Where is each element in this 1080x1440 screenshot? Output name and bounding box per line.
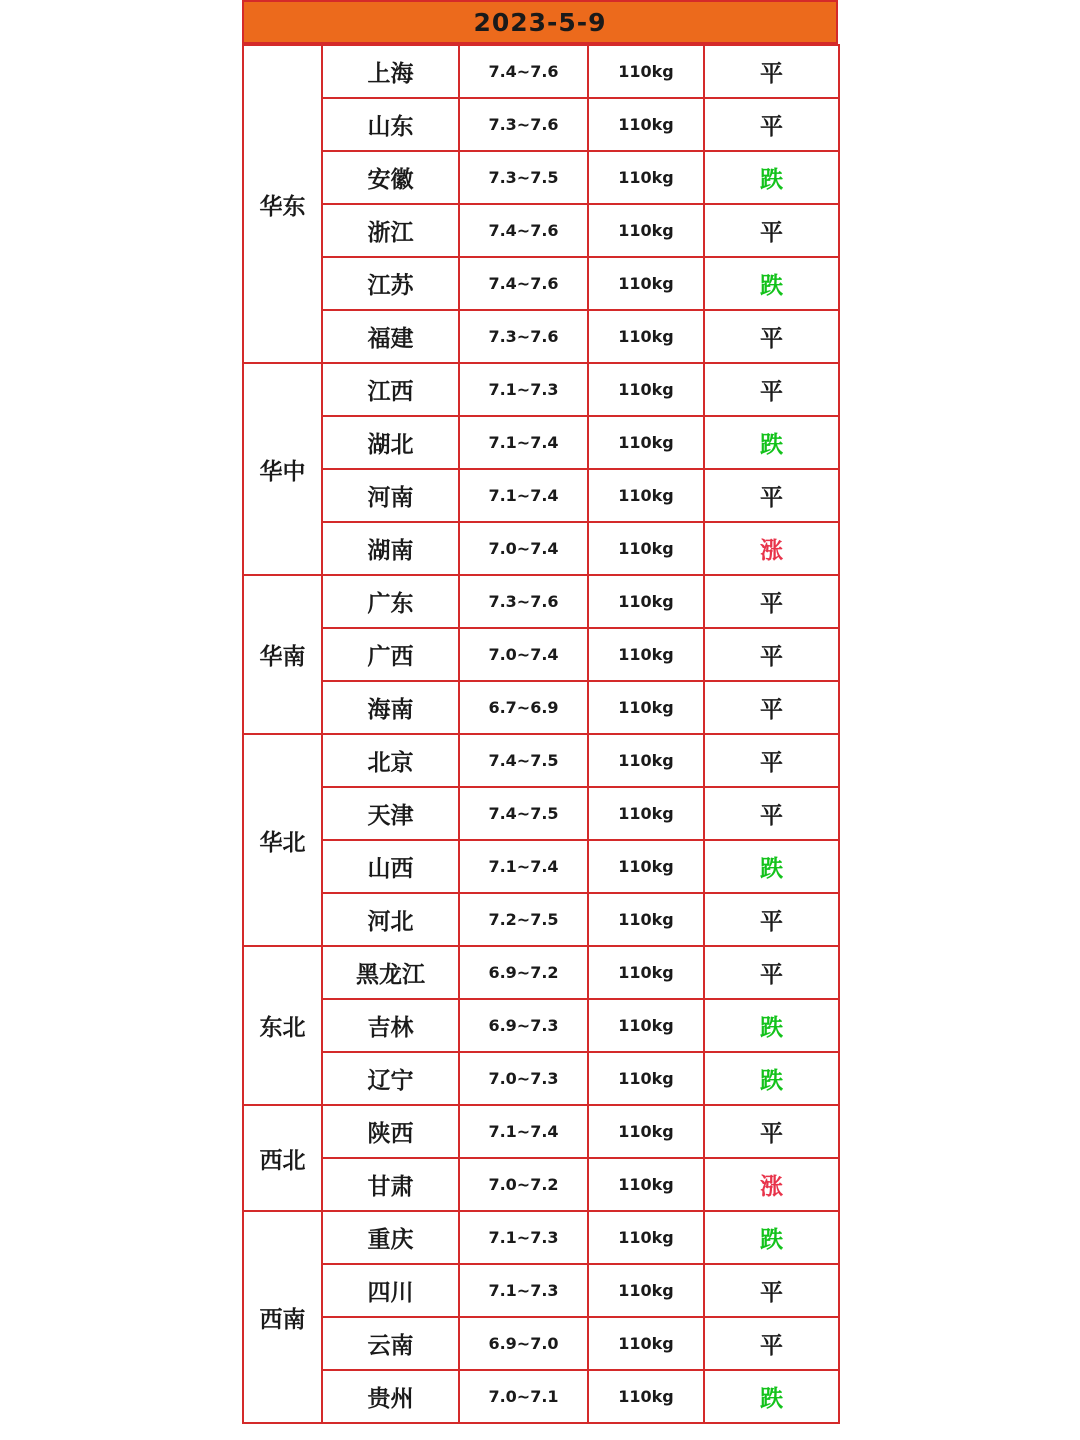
trend-cell: 跌 xyxy=(704,1211,839,1264)
price-range-cell: 7.4~7.5 xyxy=(459,787,588,840)
province-cell: 河南 xyxy=(322,469,459,522)
price-range-cell: 7.3~7.6 xyxy=(459,310,588,363)
table-row xyxy=(243,946,839,999)
trend-cell: 平 xyxy=(704,98,839,151)
price-range-cell: 7.0~7.1 xyxy=(459,1370,588,1423)
trend-cell: 平 xyxy=(704,1317,839,1370)
table-row xyxy=(243,522,839,575)
table-row xyxy=(243,840,839,893)
price-range-cell: 7.3~7.6 xyxy=(459,575,588,628)
weight-cell: 110kg xyxy=(588,45,704,98)
region-cell: 华北 xyxy=(243,734,322,946)
province-cell: 山西 xyxy=(322,840,459,893)
province-cell: 浙江 xyxy=(322,204,459,257)
trend-cell: 平 xyxy=(704,469,839,522)
weight-cell: 110kg xyxy=(588,257,704,310)
weight-cell: 110kg xyxy=(588,363,704,416)
table-row xyxy=(243,1211,839,1264)
table-row xyxy=(243,734,839,787)
region-cell: 华中 xyxy=(243,363,322,575)
price-range-cell: 6.9~7.3 xyxy=(459,999,588,1052)
weight-cell: 110kg xyxy=(588,999,704,1052)
region-cell: 华南 xyxy=(243,575,322,734)
trend-cell: 平 xyxy=(704,787,839,840)
weight-cell: 110kg xyxy=(588,840,704,893)
price-range-cell: 6.9~7.0 xyxy=(459,1317,588,1370)
province-cell: 福建 xyxy=(322,310,459,363)
region-cell: 华东 xyxy=(243,45,322,363)
table-row xyxy=(243,310,839,363)
province-cell: 贵州 xyxy=(322,1370,459,1423)
weight-cell: 110kg xyxy=(588,681,704,734)
weight-cell: 110kg xyxy=(588,1211,704,1264)
province-cell: 黑龙江 xyxy=(322,946,459,999)
weight-cell: 110kg xyxy=(588,469,704,522)
region-cell: 西南 xyxy=(243,1211,322,1423)
province-cell: 江西 xyxy=(322,363,459,416)
price-range-cell: 7.4~7.6 xyxy=(459,204,588,257)
province-cell: 山东 xyxy=(322,98,459,151)
trend-cell: 跌 xyxy=(704,416,839,469)
trend-cell: 平 xyxy=(704,681,839,734)
trend-cell: 平 xyxy=(704,45,839,98)
price-sheet xyxy=(242,0,838,1424)
table-row xyxy=(243,1105,839,1158)
price-range-cell: 7.0~7.4 xyxy=(459,522,588,575)
table-row xyxy=(243,98,839,151)
trend-cell: 平 xyxy=(704,575,839,628)
province-cell: 四川 xyxy=(322,1264,459,1317)
table-row xyxy=(243,1264,839,1317)
trend-cell: 平 xyxy=(704,363,839,416)
trend-cell: 跌 xyxy=(704,999,839,1052)
table-row xyxy=(243,628,839,681)
province-cell: 吉林 xyxy=(322,999,459,1052)
table-row xyxy=(243,575,839,628)
province-cell: 海南 xyxy=(322,681,459,734)
price-range-cell: 7.3~7.6 xyxy=(459,98,588,151)
province-cell: 广西 xyxy=(322,628,459,681)
price-range-cell: 7.4~7.6 xyxy=(459,45,588,98)
province-cell: 安徽 xyxy=(322,151,459,204)
price-range-cell: 7.1~7.4 xyxy=(459,840,588,893)
table-row xyxy=(243,151,839,204)
table-row xyxy=(243,1317,839,1370)
province-cell: 上海 xyxy=(322,45,459,98)
weight-cell: 110kg xyxy=(588,310,704,363)
price-table-body xyxy=(243,45,839,1423)
table-row xyxy=(243,1052,839,1105)
trend-cell: 平 xyxy=(704,204,839,257)
province-cell: 湖北 xyxy=(322,416,459,469)
weight-cell: 110kg xyxy=(588,893,704,946)
province-cell: 广东 xyxy=(322,575,459,628)
price-range-cell: 7.1~7.4 xyxy=(459,469,588,522)
weight-cell: 110kg xyxy=(588,151,704,204)
table-row xyxy=(243,1158,839,1211)
date-title: 2023-5-9 xyxy=(242,0,838,44)
table-row xyxy=(243,469,839,522)
province-cell: 江苏 xyxy=(322,257,459,310)
price-range-cell: 7.1~7.4 xyxy=(459,416,588,469)
price-range-cell: 7.1~7.3 xyxy=(459,1211,588,1264)
province-cell: 湖南 xyxy=(322,522,459,575)
province-cell: 河北 xyxy=(322,893,459,946)
weight-cell: 110kg xyxy=(588,98,704,151)
region-cell: 东北 xyxy=(243,946,322,1105)
trend-cell: 涨 xyxy=(704,1158,839,1211)
trend-cell: 涨 xyxy=(704,522,839,575)
price-range-cell: 7.2~7.5 xyxy=(459,893,588,946)
trend-cell: 平 xyxy=(704,310,839,363)
province-cell: 陕西 xyxy=(322,1105,459,1158)
table-row xyxy=(243,681,839,734)
price-range-cell: 7.0~7.4 xyxy=(459,628,588,681)
table-row xyxy=(243,257,839,310)
weight-cell: 110kg xyxy=(588,522,704,575)
province-cell: 天津 xyxy=(322,787,459,840)
table-row xyxy=(243,45,839,98)
weight-cell: 110kg xyxy=(588,1317,704,1370)
province-cell: 云南 xyxy=(322,1317,459,1370)
table-row xyxy=(243,893,839,946)
weight-cell: 110kg xyxy=(588,1264,704,1317)
trend-cell: 跌 xyxy=(704,1370,839,1423)
price-range-cell: 7.3~7.5 xyxy=(459,151,588,204)
trend-cell: 平 xyxy=(704,628,839,681)
weight-cell: 110kg xyxy=(588,1370,704,1423)
weight-cell: 110kg xyxy=(588,204,704,257)
region-cell: 西北 xyxy=(243,1105,322,1211)
table-row xyxy=(243,363,839,416)
price-range-cell: 7.1~7.4 xyxy=(459,1105,588,1158)
trend-cell: 跌 xyxy=(704,151,839,204)
province-cell: 北京 xyxy=(322,734,459,787)
trend-cell: 平 xyxy=(704,1105,839,1158)
price-range-cell: 7.0~7.2 xyxy=(459,1158,588,1211)
price-range-cell: 7.1~7.3 xyxy=(459,363,588,416)
price-range-cell: 7.0~7.3 xyxy=(459,1052,588,1105)
trend-cell: 跌 xyxy=(704,1052,839,1105)
price-table xyxy=(242,44,840,1424)
weight-cell: 110kg xyxy=(588,416,704,469)
province-cell: 重庆 xyxy=(322,1211,459,1264)
price-range-cell: 6.9~7.2 xyxy=(459,946,588,999)
weight-cell: 110kg xyxy=(588,628,704,681)
table-row xyxy=(243,999,839,1052)
weight-cell: 110kg xyxy=(588,946,704,999)
province-cell: 辽宁 xyxy=(322,1052,459,1105)
weight-cell: 110kg xyxy=(588,787,704,840)
price-range-cell: 7.1~7.3 xyxy=(459,1264,588,1317)
trend-cell: 跌 xyxy=(704,840,839,893)
weight-cell: 110kg xyxy=(588,1158,704,1211)
price-range-cell: 6.7~6.9 xyxy=(459,681,588,734)
table-row xyxy=(243,416,839,469)
weight-cell: 110kg xyxy=(588,1105,704,1158)
trend-cell: 跌 xyxy=(704,257,839,310)
table-row xyxy=(243,1370,839,1423)
table-row xyxy=(243,787,839,840)
weight-cell: 110kg xyxy=(588,734,704,787)
weight-cell: 110kg xyxy=(588,575,704,628)
province-cell: 甘肃 xyxy=(322,1158,459,1211)
price-range-cell: 7.4~7.5 xyxy=(459,734,588,787)
trend-cell: 平 xyxy=(704,734,839,787)
table-row xyxy=(243,204,839,257)
trend-cell: 平 xyxy=(704,946,839,999)
trend-cell: 平 xyxy=(704,893,839,946)
price-range-cell: 7.4~7.6 xyxy=(459,257,588,310)
trend-cell: 平 xyxy=(704,1264,839,1317)
weight-cell: 110kg xyxy=(588,1052,704,1105)
